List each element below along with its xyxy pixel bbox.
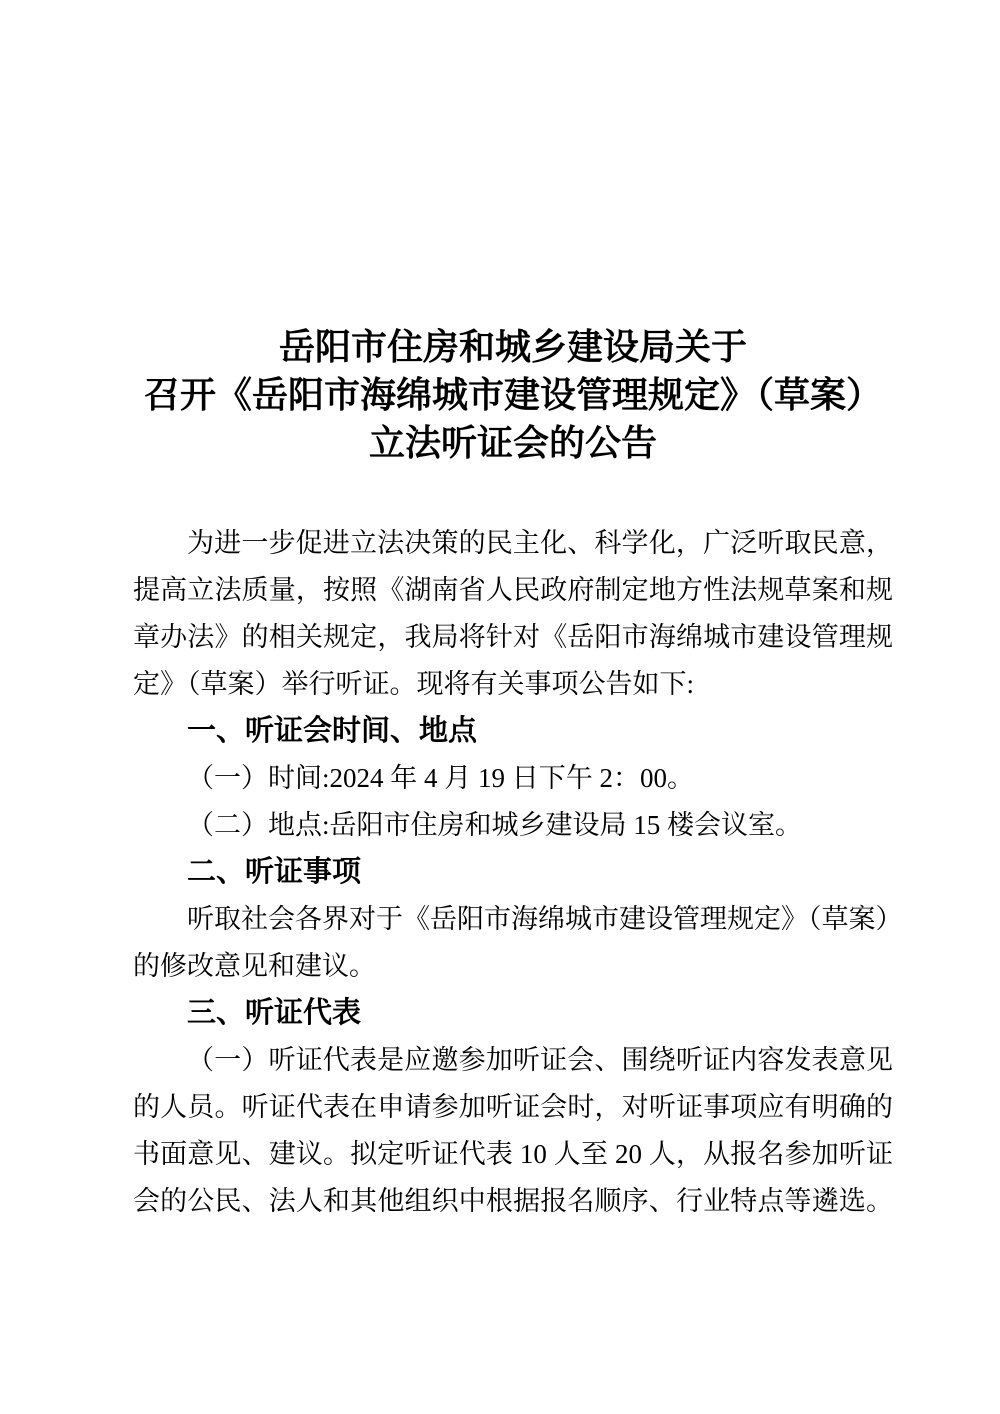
- body-text-line-time: （一）时间:2024 年 4 月 19 日下午 2：00。: [187, 763, 695, 793]
- body-text-line: 提高立法质量，按照《湖南省人民政府制定地方性法规草案和规: [133, 575, 893, 605]
- body-text-line: 的修改意见和建议。: [133, 951, 376, 981]
- body-text-line: 会的公民、法人和其他组织中根据报名顺序、行业特点等遴选。: [133, 1186, 893, 1216]
- body-text-line: 为进一步促进立法决策的民主化、科学化，广泛听取民意，: [187, 528, 893, 558]
- body-text-line: 听取社会各界对于《岳阳市海绵城市建设管理规定》（草案）: [187, 904, 903, 934]
- section-heading-3: 三、听证代表: [187, 997, 362, 1029]
- document-body: [133, 520, 903, 1225]
- document-title: [133, 0, 893, 467]
- body-text-line: 定》（草案）举行听证。现将有关事项公告如下:: [133, 669, 695, 699]
- section-heading-1: 一、听证会时间、地点: [187, 715, 478, 747]
- body-text-line-location: （二）地点:岳阳市住房和城乡建设局 15 楼会议室。: [187, 810, 803, 840]
- title-line-3: 立法听证会的公告: [368, 423, 657, 463]
- section-heading-2: 二、听证事项: [187, 856, 362, 888]
- body-text-line: （一）听证代表是应邀参加听证会、围绕听证内容发表意见: [187, 1045, 893, 1075]
- title-line-1: 岳阳市住房和城乡建设局关于: [278, 327, 747, 367]
- title-line-2: 召开《岳阳市海绵城市建设管理规定》（草案）: [143, 375, 882, 415]
- body-text-line: 的人员。听证代表在申请参加听证会时，对听证事项应有明确的: [133, 1092, 893, 1122]
- body-text-line: 章办法》的相关规定，我局将针对《岳阳市海绵城市建设管理规: [133, 622, 893, 652]
- body-text-line: 书面意见、建议。拟定听证代表 10 人至 20 人，从报名参加听证: [133, 1139, 893, 1169]
